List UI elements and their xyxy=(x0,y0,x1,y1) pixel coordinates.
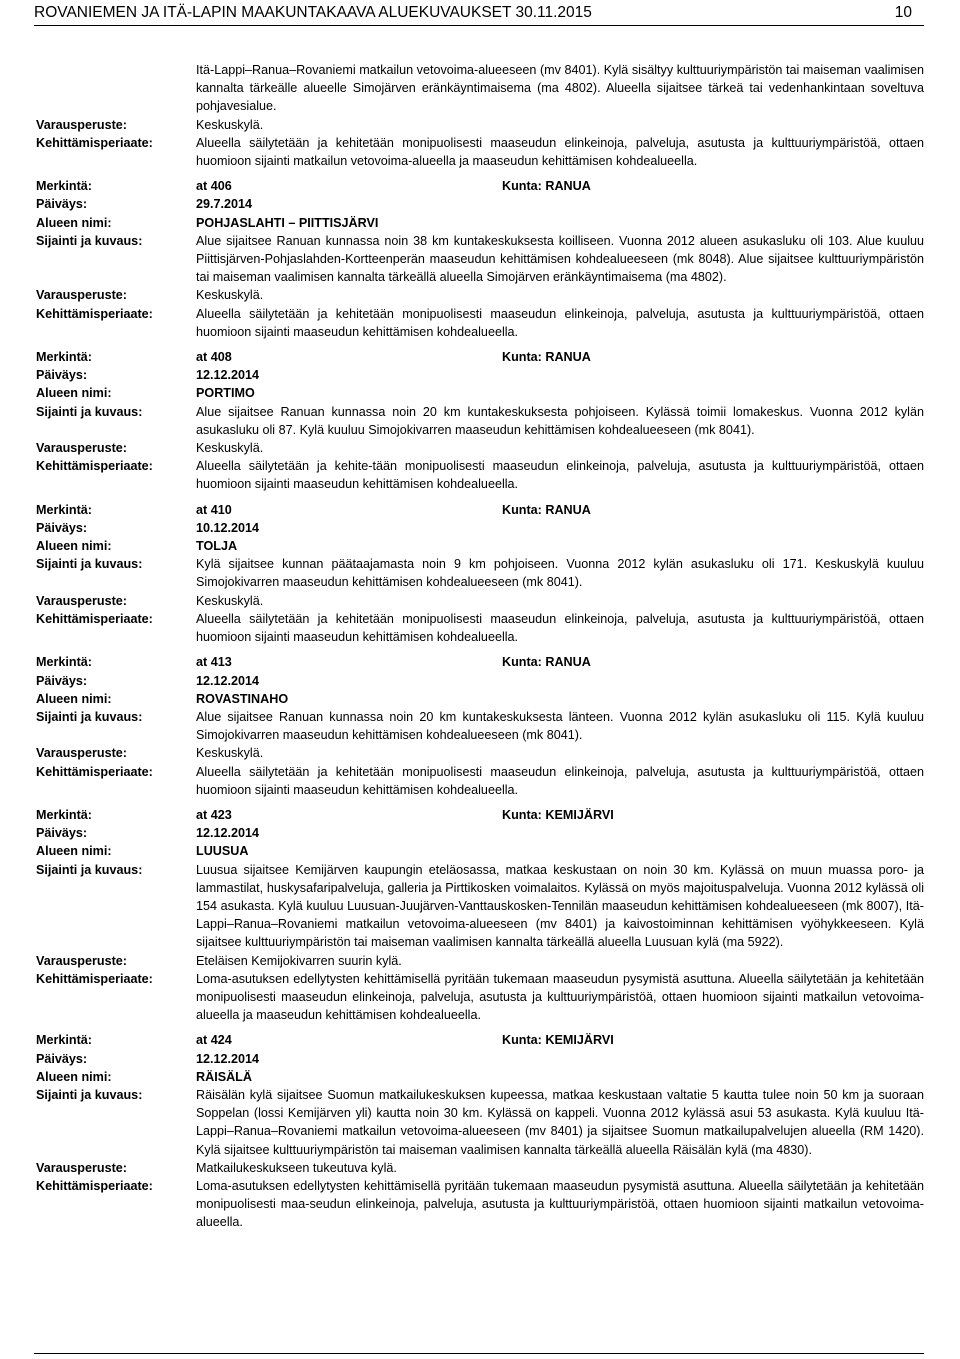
kehittamisperiaate-row xyxy=(36,305,924,341)
alueen-nimi-row xyxy=(36,842,924,860)
page-header xyxy=(34,0,924,26)
sijainti-label: Sijainti ja kuvaus: xyxy=(36,233,143,248)
merkinta-row xyxy=(36,1031,924,1049)
paivays-value: 10.12.2014 xyxy=(196,520,260,535)
merkinta-label: Merkintä: xyxy=(36,655,92,670)
sijainti-label: Sijainti ja kuvaus: xyxy=(36,1087,143,1102)
paivays-label: Päiväys: xyxy=(36,1051,88,1066)
merkinta-code: at 424 xyxy=(196,1033,232,1048)
area-entry xyxy=(36,494,924,647)
sijainti-row xyxy=(36,861,924,952)
varausperuste-text: Keskuskylä. xyxy=(196,288,264,303)
merkinta-code: at 413 xyxy=(196,655,232,670)
sijainti-label: Sijainti ja kuvaus: xyxy=(36,404,143,419)
merkinta-row xyxy=(36,348,924,366)
kehittamisperiaate-label: Kehittämisperiaate: xyxy=(36,611,153,626)
area-entry xyxy=(36,1024,924,1231)
paivays-label: Päiväys: xyxy=(36,673,88,688)
kunta-label: Kunta: RANUA xyxy=(502,179,591,194)
paivays-row xyxy=(36,366,924,384)
sijainti-row xyxy=(36,232,924,287)
merkinta-label: Merkintä: xyxy=(36,502,92,517)
merkinta-label: Merkintä: xyxy=(36,350,92,365)
sijainti-row xyxy=(36,555,924,591)
alueen-nimi-label: Alueen nimi: xyxy=(36,1069,112,1084)
varausperuste-row xyxy=(36,952,924,970)
sijainti-text: Kylä sijaitsee kunnan päätaajamasta noin 9 km pohjoiseen. Vuonna 2012 kylän asukasluku oli 171. Keskuskylä kuuluu Simojokivarren maaseudun kehittämisen kohdealueeseen (mk 8041). xyxy=(196,557,924,590)
varausperuste-label: Varausperuste: xyxy=(36,593,127,608)
merkinta-code: at 406 xyxy=(196,179,232,194)
kunta-label: Kunta: KEMIJÄRVI xyxy=(502,1033,614,1048)
continued-varausperuste-row xyxy=(36,116,924,134)
continued-sijainti-row xyxy=(36,61,924,116)
alueen-nimi-label: Alueen nimi: xyxy=(36,386,112,401)
varausperuste-label: Varausperuste: xyxy=(36,288,127,303)
merkinta-label: Merkintä: xyxy=(36,179,92,194)
merkinta-code: at 408 xyxy=(196,350,232,365)
alueen-nimi-row xyxy=(36,690,924,708)
sijainti-text: Alue sijaitsee Ranuan kunnassa noin 38 km kuntakeskuksesta koilliseen. Vuonna 2012 alueen asukasluku oli 103. Alue kuuluu Piittisjärven-Pohjaslahden-Kortteenperän maaseudun kehittämisen kohdealueeseen (mk 8048). Alue sijaitsee kulttuuriympäristön tai maiseman vaalimisen kannalta tärkeällä alueella Simojärven eränkäyntimaisema (ma 4802). xyxy=(196,233,924,285)
sijainti-row xyxy=(36,403,924,439)
kehittamisperiaate-text: Loma-asutuksen edellytysten kehittämisellä pyritään tukemaan maaseudun pysymistä asuttuna. Alueella säilytetään ja kehitetään monipuolisesti maaseudun elinkeinoja, palveluja, asutusta ja kulttuuriympäristöä, ottaen huomioon sijainti matkailun vetovoima-alueella ja maaseudun kehittämisen kohdealueella. xyxy=(196,971,924,1023)
continued-kehittamisperiaate-row xyxy=(36,134,924,170)
varausperuste-text: Matkailukeskukseen tukeutuva kylä. xyxy=(196,1160,397,1175)
kehittamisperiaate-text: Alueella säilytetään ja kehitetään monipuolisesti maaseudun elinkeinoja, palveluja, asutusta ja kulttuuriympäristöä, ottaen huomioon sijainti maaseudun kehittämisen kohdealueella. xyxy=(196,611,924,645)
alueen-nimi-label: Alueen nimi: xyxy=(36,844,112,859)
paivays-row xyxy=(36,824,924,842)
area-entry xyxy=(36,341,924,494)
kehittamisperiaate-label: Kehittämisperiaate: xyxy=(36,459,153,474)
paivays-value: 12.12.2014 xyxy=(196,368,260,383)
sijainti-label: Sijainti ja kuvaus: xyxy=(36,557,143,572)
varausperuste-label: Varausperuste: xyxy=(36,441,127,456)
kehittamisperiaate-text: Alueella säilytetään ja kehite-tään monipuolisesti maaseudun elinkeinoja, palveluja, asutusta ja kulttuuriympäristöä, ottaen huomioon sijainti maaseudun kehittämisen kohdealueella. xyxy=(196,459,924,492)
sijainti-row xyxy=(36,708,924,744)
kehittamisperiaate-row xyxy=(36,970,924,1025)
paivays-row xyxy=(36,519,924,537)
paivays-row xyxy=(36,1050,924,1068)
alueen-nimi-value: LUUSUA xyxy=(196,844,249,859)
alueen-nimi-value: TOLJA xyxy=(196,539,238,554)
varausperuste-text: Keskuskylä. xyxy=(196,746,264,761)
merkinta-code: at 410 xyxy=(196,502,232,517)
paivays-value: 12.12.2014 xyxy=(196,673,260,688)
merkinta-row xyxy=(36,806,924,824)
page-number: 10 xyxy=(894,4,912,21)
kunta-label: Kunta: RANUA xyxy=(502,350,591,365)
varausperuste-label: Varausperuste: xyxy=(36,746,127,761)
kehittamisperiaate-text: Alueella säilytetään ja kehitetään monipuolisesti maaseudun elinkeinoja, palveluja, asutusta ja kulttuuriympäristöä, ottaen huomioon sijainti maaseudun kehittämisen kohdealueella. xyxy=(196,306,924,339)
sijainti-text: Itä-Lappi–Ranua–Rovaniemi matkailun vetovoima-alueeseen (mv 8401). Kylä sisältyy kulttuuriympäristön tai maiseman vaalimisen kannalta tärkeälle alueelle Simojärven eränkäyntimaisema (ma 4802). Alueella sijaitsee tärkeä tai vedenhankintaan soveltuva pohjavesialue. xyxy=(196,63,924,114)
alueen-nimi-row xyxy=(36,537,924,555)
varausperuste-label: Varausperuste: xyxy=(36,953,127,968)
varausperuste-row xyxy=(36,744,924,762)
kehittamisperiaate-row xyxy=(36,610,924,646)
varausperuste-row xyxy=(36,592,924,610)
sijainti-text: Luusua sijaitsee Kemijärven kaupungin eteläosassa, matkaa keskustaan on noin 30 km. Kylässä on muun muassa poro- ja lammastilat, huskysafaripalveluja, galleria ja Pirttikosken voimalaitos. Kylässä on myös majoituspalveluja. Vuonna 2012 kylässä oli 154 asukasta. Kylä kuuluu Luusuan-Juujärven-Vanttauskosken-Tennilän maaseudun kehittämisen kohdealueeseen (mk 8007), Itä-Lappi–Ranua–Rovaniemi matkailun vetovoima-alueeseen (mv 8401) ja kaivostoiminnan kehittämisen vyöhykkeeseen. Kylä sijaitsee kulttuuriympäristön tai maiseman vaalimisen kannalta tärkeällä alueella Luusuan kylä (ma 5922). xyxy=(196,862,924,950)
kehittamisperiaate-text: Alueella säilytetään ja kehitetään monipuolisesti maaseudun elinkeinoja, palveluja, asutusta ja kulttuuriympäristöä, ottaen huomioon sijainti maaseudun kehittämisen kohdealueella. xyxy=(196,764,924,797)
area-entry xyxy=(36,170,924,341)
paivays-value: 29.7.2014 xyxy=(196,197,253,212)
alueen-nimi-value: ROVASTINAHO xyxy=(196,691,289,706)
alueen-nimi-label: Alueen nimi: xyxy=(36,215,112,230)
sijainti-row xyxy=(36,1086,924,1159)
varausperuste-row xyxy=(36,439,924,457)
varausperuste-label: Varausperuste: xyxy=(36,117,127,132)
sijainti-text: Alue sijaitsee Ranuan kunnassa noin 20 km kuntakeskuksesta länteen. Vuonna 2012 kylän asukasluku oli 115. Kylä kuuluu Simojokivarren maaseudun kehittämisen kohdealueeseen (mk 8041). xyxy=(196,709,924,743)
kehittamisperiaate-label: Kehittämisperiaate: xyxy=(36,1178,153,1193)
area-entry xyxy=(36,799,924,1024)
document-body xyxy=(36,61,924,1232)
kehittamisperiaate-row xyxy=(36,457,924,493)
alueen-nimi-row xyxy=(36,1068,924,1086)
alueen-nimi-label: Alueen nimi: xyxy=(36,691,112,706)
kehittamisperiaate-text: Alueella säilytetään ja kehitetään monipuolisesti maaseudun elinkeinoja, palveluja, asutusta ja kulttuuriympäristöä, ottaen huomioon sijainti matkailun vetovoima-alueella ja maaseudun kehittämisen kohdealueella. xyxy=(196,135,924,169)
varausperuste-text: Keskuskylä. xyxy=(196,117,264,132)
paivays-label: Päiväys: xyxy=(36,520,88,535)
varausperuste-text: Keskuskylä. xyxy=(196,593,264,608)
paivays-row xyxy=(36,672,924,690)
sijainti-text: Alue sijaitsee Ranuan kunnassa noin 20 km kuntakeskuksesta pohjoiseen. Kylässä toimii lomakeskus. Vuonna 2012 kylän asukasluku oli 87. Kylä kuuluu Simojokivarren maaseudun kehittämisen kohdealueeseen (mk 8041). xyxy=(196,404,924,437)
merkinta-label: Merkintä: xyxy=(36,807,92,822)
kunta-label: Kunta: RANUA xyxy=(502,502,591,517)
varausperuste-row xyxy=(36,1159,924,1177)
alueen-nimi-label: Alueen nimi: xyxy=(36,539,112,554)
kehittamisperiaate-text: Loma-asutuksen edellytysten kehittämisellä pyritään tukemaan maaseudun pysymistä asuttuna. Alueella säilytetään ja kehitetään monipuolisesti maa-seudun elinkeinoja, palveluja, asutusta ja kulttuuriympäristöä, ottaen huomioon sijainti matkailun vetovoima-alueella. xyxy=(196,1178,924,1230)
varausperuste-label: Varausperuste: xyxy=(36,1160,127,1175)
kunta-label: Kunta: RANUA xyxy=(502,655,591,670)
kehittamisperiaate-label: Kehittämisperiaate: xyxy=(36,971,153,986)
kehittamisperiaate-label: Kehittämisperiaate: xyxy=(36,764,153,779)
paivays-value: 12.12.2014 xyxy=(196,1051,260,1066)
document-title: ROVANIEMEN JA ITÄ-LAPIN MAAKUNTAKAAVA ALUEKUVAUKSET 30.11.2015 xyxy=(34,4,592,21)
sijainti-label: Sijainti ja kuvaus: xyxy=(36,709,143,724)
paivays-value: 12.12.2014 xyxy=(196,826,260,841)
alueen-nimi-value: RÄISÄLÄ xyxy=(196,1069,252,1084)
alueen-nimi-row xyxy=(36,384,924,402)
paivays-label: Päiväys: xyxy=(36,197,88,212)
paivays-row xyxy=(36,195,924,213)
sijainti-text: Räisälän kylä sijaitsee Suomun matkailukeskuksen kupeessa, matkaa keskustaan valtatie 5 kautta tulee noin 50 km ja suoraan Soppelan (lossi Kemijärven yli) kautta noin 30 km. Kylässä on kappeli. Vuonna 2012 kylässä asui 53 asukasta. Kylä kuuluu Itä-Lappi–Ranua–Rovaniemi matkailun vetovoima-alueeseen (mv 8401) ja sijaitsee Suomun matkailupalvelujen alueella (RM 1420). Kylä sijaitsee kulttuuriympäristön tai maiseman vaalimisen kannalta tärkeällä alueella Räisälän kylä (ma 4830). xyxy=(196,1087,924,1157)
varausperuste-text: Eteläisen Kemijokivarren suurin kylä. xyxy=(196,953,402,968)
merkinta-row xyxy=(36,653,924,671)
merkinta-row xyxy=(36,177,924,195)
alueen-nimi-value: PORTIMO xyxy=(196,386,255,401)
kehittamisperiaate-row xyxy=(36,1177,924,1232)
paivays-label: Päiväys: xyxy=(36,368,88,383)
area-entry xyxy=(36,646,924,799)
kehittamisperiaate-label: Kehittämisperiaate: xyxy=(36,306,153,321)
alueen-nimi-value: POHJASLAHTI – PIITTISJÄRVI xyxy=(196,215,379,230)
kehittamisperiaate-label: Kehittämisperiaate: xyxy=(36,135,153,150)
alueen-nimi-row xyxy=(36,214,924,232)
merkinta-row xyxy=(36,501,924,519)
merkinta-code: at 423 xyxy=(196,807,232,822)
sijainti-label: Sijainti ja kuvaus: xyxy=(36,862,143,877)
page-bottom-rule xyxy=(34,1353,924,1354)
varausperuste-text: Keskuskylä. xyxy=(196,441,264,456)
kunta-label: Kunta: KEMIJÄRVI xyxy=(502,807,614,822)
merkinta-label: Merkintä: xyxy=(36,1033,92,1048)
kehittamisperiaate-row xyxy=(36,763,924,799)
varausperuste-row xyxy=(36,286,924,304)
paivays-label: Päiväys: xyxy=(36,826,88,841)
